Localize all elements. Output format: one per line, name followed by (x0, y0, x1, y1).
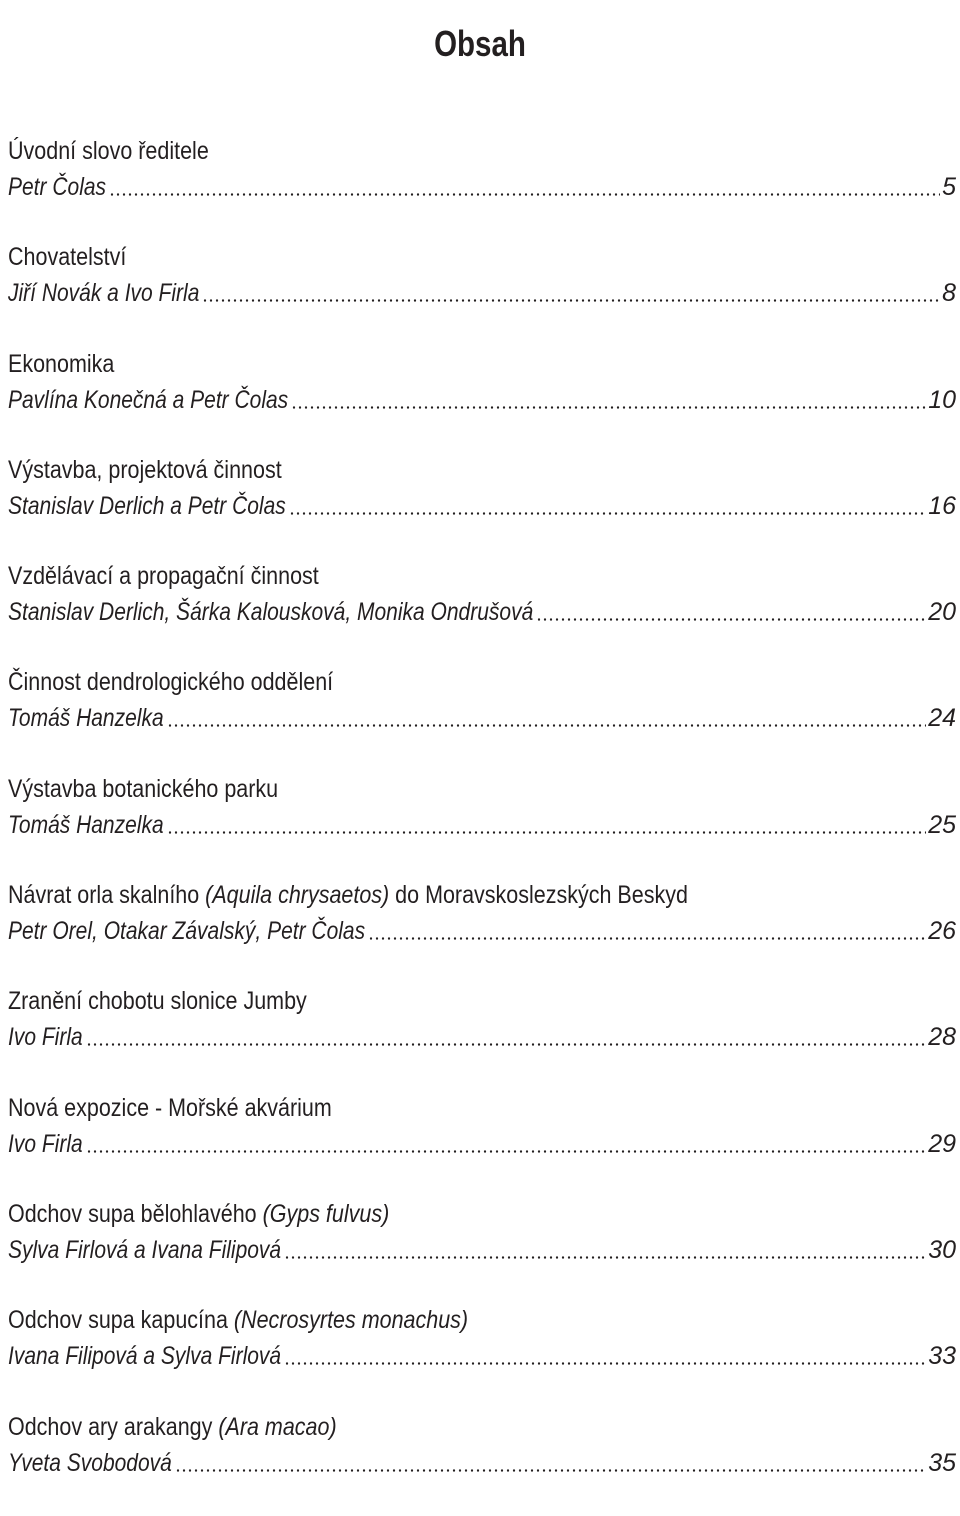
dot-leader (86, 1150, 927, 1153)
dot-leader (167, 831, 927, 834)
toc-entry-authors: Petr Orel, Otakar Závalský, Petr Čolas (8, 917, 366, 946)
toc-entry-title-text: Činnost dendrologického oddělení (8, 668, 334, 697)
dot-leader (167, 724, 927, 727)
toc-entry-title (8, 665, 823, 700)
toc-entry-authors: Ivo Firla (8, 1023, 83, 1052)
toc-entry-title (8, 1303, 823, 1338)
toc-entry-title-text: Výstavba botanického parku (8, 774, 279, 803)
toc-entry-title-text: Zranění chobotu slonice Jumby (8, 987, 307, 1016)
toc-entry-title-text: Úvodní slovo ředitele (8, 137, 209, 165)
toc-entry-title (8, 878, 823, 913)
toc-entry-title (8, 772, 823, 807)
toc-entry-authors: Sylva Firlová a Ivana Filipová (8, 1235, 282, 1264)
toc-entry[interactable] (8, 1303, 956, 1409)
toc-entry-page-number: 33 (928, 1342, 956, 1371)
toc-entry-author-line (8, 807, 956, 843)
toc-entry-title-text: Vzdělávací a propagační činnost (8, 562, 319, 591)
toc-entry-authors: Pavlína Konečná a Petr Čolas (8, 385, 289, 414)
toc-entry-title-text: Nová expozice - Mořské akvárium (8, 1093, 332, 1122)
toc-entry-authors: Tomáš Hanzelka (8, 810, 164, 839)
dot-leader (368, 937, 926, 940)
toc-entry-authors: Petr Čolas (8, 173, 107, 201)
toc-entry-author-line (8, 1019, 956, 1055)
toc-entry-author-line (8, 1126, 956, 1162)
toc-entry-page-number: 24 (928, 704, 956, 733)
toc-entry-title (8, 1197, 823, 1232)
toc-entry[interactable] (8, 1410, 956, 1516)
toc-entry[interactable] (8, 240, 956, 346)
toc-entry-author-line (8, 1338, 956, 1374)
toc-entry-author-line (8, 169, 956, 205)
toc-entry-title-text: Chovatelství (8, 243, 127, 272)
toc-entry-author-line (8, 1445, 956, 1481)
toc-entry[interactable] (8, 559, 956, 665)
toc-entry[interactable] (8, 134, 956, 240)
toc-entry[interactable] (8, 772, 956, 878)
dot-leader (175, 1469, 926, 1472)
page-title: Obsah (434, 23, 526, 65)
table-of-contents (8, 134, 956, 1516)
toc-entry-authors: Tomáš Hanzelka (8, 704, 164, 733)
toc-entry[interactable] (8, 453, 956, 559)
dot-leader (109, 193, 940, 196)
toc-entry-title-rest: do Moravskoslezských Beskyd (389, 881, 688, 910)
toc-entry-title (8, 984, 823, 1019)
toc-entry-title (8, 347, 823, 382)
dot-leader (284, 1256, 926, 1259)
toc-entry-latin-name: (Gyps fulvus) (262, 1199, 390, 1228)
toc-entry-page-number: 16 (928, 491, 956, 520)
toc-entry-title-text: Ekonomika (8, 349, 115, 378)
toc-entry-author-line (8, 594, 956, 630)
toc-entry-latin-name: (Aquila chrysaetos) (205, 881, 390, 910)
toc-entry-title-text: Odchov supa kapucína (8, 1306, 234, 1335)
toc-entry-authors: Ivo Firla (8, 1129, 83, 1158)
dot-leader (291, 406, 926, 409)
toc-entry-latin-name: (Ara macao) (218, 1412, 337, 1441)
toc-entry-title (8, 1091, 823, 1126)
toc-entry[interactable] (8, 878, 956, 984)
toc-entry-page-number: 25 (928, 810, 956, 839)
toc-entry-title-text: Návrat orla skalního (8, 881, 206, 910)
toc-entry[interactable] (8, 1197, 956, 1303)
toc-entry-page-number: 5 (942, 173, 956, 201)
toc-entry-title-text: Odchov ary arakangy (8, 1412, 219, 1441)
toc-entry-author-line (8, 700, 956, 736)
toc-entry-author-line (8, 382, 956, 418)
toc-entry-title (8, 240, 823, 275)
toc-entry[interactable] (8, 347, 956, 453)
toc-entry-authors: Jiří Novák a Ivo Firla (8, 279, 200, 308)
toc-entry-author-line (8, 275, 956, 311)
dot-leader (536, 618, 926, 621)
toc-entry-author-line (8, 1232, 956, 1268)
toc-entry-authors: Yveta Svobodová (8, 1448, 172, 1477)
toc-entry[interactable] (8, 665, 956, 771)
toc-entry-title-text: Výstavba, projektová činnost (8, 455, 282, 484)
toc-entry-page-number: 28 (928, 1023, 956, 1052)
toc-entry-authors: Stanislav Derlich, Šárka Kalousková, Monika Ondrušová (8, 598, 534, 627)
toc-entry-page-number: 20 (928, 598, 956, 627)
toc-entry-title (8, 134, 823, 169)
toc-entry-page-number: 26 (928, 917, 956, 946)
toc-entry-page-number: 29 (928, 1129, 956, 1158)
dot-leader (86, 1043, 927, 1046)
toc-entry-page-number: 30 (928, 1235, 956, 1264)
toc-entry-latin-name: (Necrosyrtes monachus) (233, 1306, 469, 1335)
toc-entry-authors: Ivana Filipová a Sylva Firlová (8, 1342, 282, 1371)
toc-entry-page-number: 10 (928, 385, 956, 414)
dot-leader (289, 512, 926, 515)
toc-entry-page-number: 8 (942, 279, 956, 308)
toc-entry-author-line (8, 488, 956, 524)
toc-entry[interactable] (8, 984, 956, 1090)
toc-entry-title (8, 1410, 823, 1445)
toc-entry-authors: Stanislav Derlich a Petr Čolas (8, 491, 286, 520)
dot-leader (284, 1362, 926, 1365)
dot-leader (202, 299, 940, 302)
toc-entry-title (8, 453, 823, 488)
toc-entry-page-number: 35 (928, 1448, 956, 1477)
toc-entry[interactable] (8, 1091, 956, 1197)
toc-entry-title-text: Odchov supa bělohlavého (8, 1199, 263, 1228)
toc-entry-author-line (8, 913, 956, 949)
toc-entry-title (8, 559, 823, 594)
